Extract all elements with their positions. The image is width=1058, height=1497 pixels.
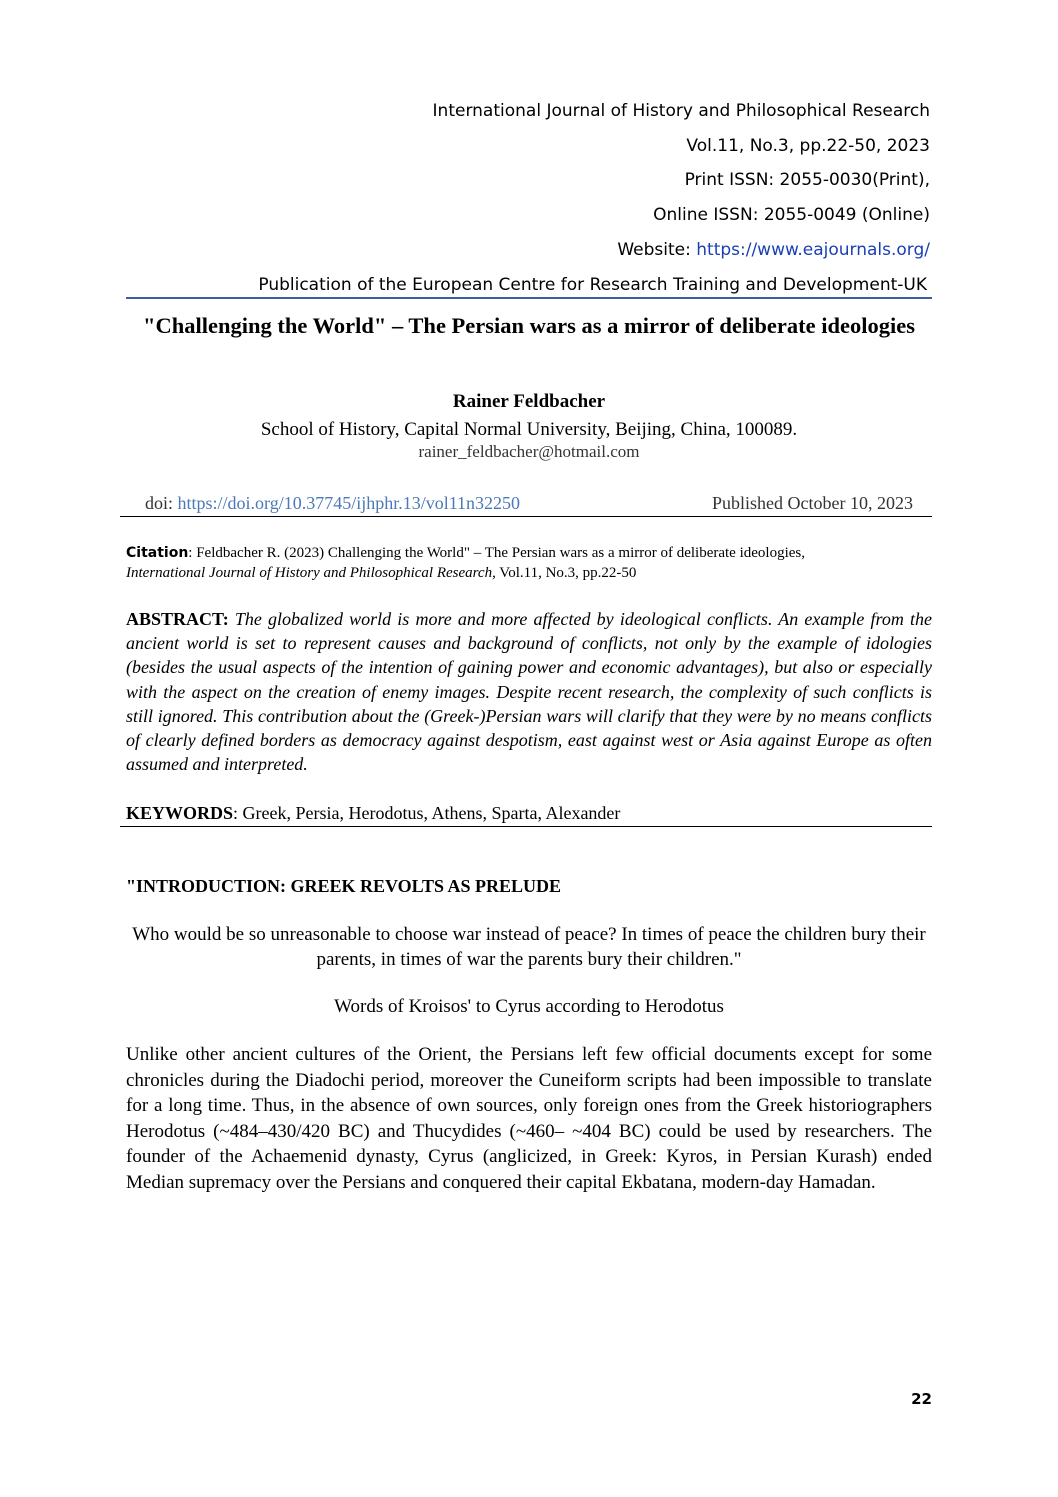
keywords-label: KEYWORDS [126,803,234,823]
abstract-divider [120,826,932,827]
website-link[interactable]: https://www.eajournals.org/ [696,240,930,260]
journal-name: International Journal of History and Philosophical Research [432,101,930,121]
abstract-label: ABSTRACT: [126,609,229,629]
abstract-text: The globalized world is more and more affected by ideological conflicts. An example from the ancient world is set to represent causes and background of conflicts, not only by the example of idologies (besides the usual aspects of the intention of gaining power and economic advantages), but also or especially with the aspect on the creation of enemy images. Despite recent research, the complexity of such conflicts is still ignored. This contribution about the (Greek-)Persian wars will clarify that they were by no means conflicts of clearly defined borders as democracy against despotism, east against west or Asia against Europe as often assumed and interpreted. [126,609,933,775]
doi-divider [120,516,932,517]
keywords-text: : Greek, Persia, Herodotus, Athens, Sparta, Alexander [233,803,621,823]
keywords-line [126,803,620,824]
volume-info: Vol.11, No.3, pp.22-50, 2023 [686,136,930,156]
website-label: Website: [617,240,697,260]
body-paragraph: Unlike other ancient cultures of the Orient, the Persians left few official documents except for some chronicles during the Diadochi period, moreover the Cuneiform scripts had been impossible to translate for a long time. Thus, in the absence of own sources, only foreign ones from the Greek historiographers Herodotus (~484–430/420 BC) and Thucydides (~460– ~404 BC) could be used by researchers. The founder of the Achaemenid dynasty, Cyrus (anglicized, in Greek: Kyros, in Persian Kurash) ended Median supremacy over the Persians and conquered their capital Ekbatana, modern-day Hamadan. [126,1044,932,1193]
author-affiliation: School of History, Capital Normal University, Beijing, China, 100089. [260,419,798,440]
author-email: rainer_feldbacher@hotmail.com [418,442,640,461]
citation-label: Citation [126,545,189,561]
citation-journal: International Journal of History and Philosophical Research [126,565,493,581]
online-issn: Online ISSN: 2055-0049 (Online) [653,205,930,225]
header-divider [126,297,932,299]
print-issn: Print ISSN: 2055-0030(Print), [684,170,930,190]
doi-link[interactable]: https://doi.org/10.37745/ijhphr.13/vol11n32250 [177,493,521,513]
section-heading: "INTRODUCTION: GREEK REVOLTS AS PRELUDE [126,876,562,896]
page-number: 22 [911,1390,932,1408]
citation-text: : Feldbacher R. (2023) Challenging the World" – The Persian wars as a mirror of deliberate ideologies, [188,545,805,561]
citation-block [126,543,932,583]
epigraph-source: Words of Kroisos' to Cyrus according to Herodotus [334,996,724,1017]
doi-line [145,493,520,514]
doi-label: doi: [145,493,178,513]
published-date: Published October 10, 2023 [712,493,913,513]
citation-volume: , Vol.11, No.3, pp.22-50 [492,565,637,581]
epigraph-quote: Who would be so unreasonable to choose war instead of peace? In times of peace the children bury their parents, in times of war the parents bury their children." [132,924,926,970]
article-title: "Challenging the World" – The Persian wars as a mirror of deliberate ideologies [142,313,916,338]
author-name: Rainer Feldbacher [452,391,606,412]
abstract-block [126,607,932,776]
publisher-line: Publication of the European Centre for Research Training and Development-UK [258,275,927,295]
website-line [617,242,930,259]
